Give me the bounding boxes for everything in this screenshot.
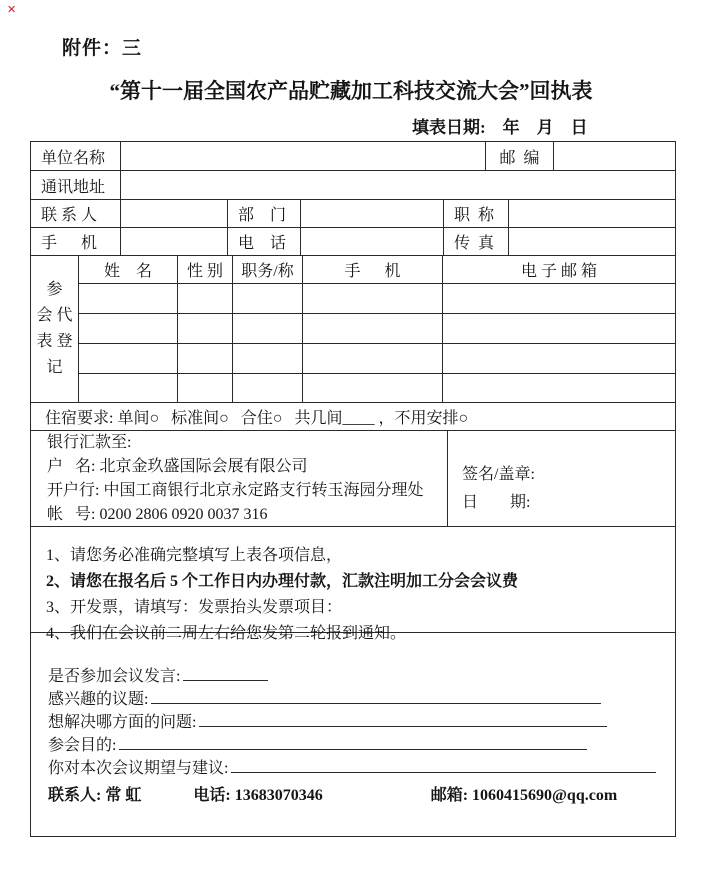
question-topics: 感兴趣的议题: [48, 688, 601, 711]
fill-date-line: 填表日期: 年 月 日 [412, 118, 588, 137]
note-item: 3、开发票，请填写：发票抬头发票项目： [46, 599, 343, 616]
question-problems: 想解决哪方面的问题: [48, 711, 607, 734]
jobtitle-field [509, 200, 675, 228]
reg-header-gender: 性 别 [178, 256, 233, 284]
contact-name: 常 虹 [105, 787, 142, 804]
bank-account-name: 户 名: 北京金玖盛国际会展有限公司 [47, 457, 308, 475]
mobile-label: 手 机 [31, 228, 121, 256]
address-field [121, 171, 675, 200]
postcode-field [554, 142, 675, 171]
postcode-label: 邮 编 [486, 142, 554, 171]
bank-account-number: 帐 号: 0200 2806 0920 0037 316 [47, 505, 268, 523]
question-speak: 是否参加会议发言: [48, 665, 268, 688]
row-notes [31, 527, 675, 642]
blank-line [119, 735, 587, 750]
phone-label: 电 话 [228, 228, 301, 256]
phone-field [301, 228, 444, 256]
blank-line [199, 712, 607, 727]
registration-header-row [79, 256, 675, 284]
row-questions [31, 633, 675, 836]
reg-row [79, 314, 675, 344]
blank-line [151, 689, 601, 704]
question-purpose: 参会目的: [48, 734, 587, 757]
reg-header-position: 职务/称 [233, 256, 303, 284]
reg-row [79, 374, 675, 403]
signature-area [448, 431, 675, 527]
page-title: “第十一届全国农产品贮藏加工科技交流大会”回执表 [109, 79, 593, 103]
jobtitle-label: 职 称 [444, 200, 509, 228]
registration-block [31, 256, 675, 403]
department-label: 部 门 [228, 200, 301, 228]
address-label: 通讯地址 [31, 171, 121, 200]
reg-row [79, 344, 675, 374]
questions-area [31, 633, 675, 836]
row-mobile [31, 228, 675, 256]
reg-row [79, 284, 675, 314]
contact-field [121, 200, 228, 228]
reg-header-mobile: 手 机 [303, 256, 443, 284]
question-expectations: 你对本次会议期望与建议: [48, 757, 656, 780]
reply-form-table [30, 141, 676, 837]
row-unit-name [31, 142, 675, 171]
contact-phone: 13683070346 [234, 787, 323, 804]
signature-label: 签名/盖章: [462, 466, 535, 483]
bank-info [31, 431, 448, 527]
fax-label: 传 真 [444, 228, 509, 256]
row-lodging [31, 403, 675, 431]
unit-name-field [121, 142, 486, 171]
fax-field [509, 228, 675, 256]
row-bank [31, 431, 675, 527]
contact-footer: 联系人: 常 虹 电话: 13683070346 邮箱: 1060415690@qq.com [48, 787, 618, 804]
contact-email: 1060415690@qq.com [472, 787, 618, 804]
note-item: 4、我们在会议前二周左右给您发第二轮报到通知。 [46, 625, 407, 642]
blank-line [231, 758, 656, 773]
unit-name-label: 单位名称 [31, 142, 121, 171]
red-corner-mark: ✕ [7, 4, 17, 16]
blank-line [183, 666, 268, 681]
row-contact [31, 200, 675, 228]
note-item: 2、请您在报名后 5 个工作日内办理付款，汇款注明加工分会会议费 [46, 573, 519, 590]
signature-date-label: 日 期: [462, 494, 531, 511]
contact-label: 联 系 人 [31, 200, 121, 228]
row-address [31, 171, 675, 200]
lodging-options: 住宿要求: 单间○ 标准间○ 合住○ 共几间____ ，不用安排○ [31, 403, 675, 431]
department-field [301, 200, 444, 228]
bank-title: 银行汇款至: [47, 433, 132, 451]
note-item: 1、请您务必准确完整填写上表各项信息， [46, 547, 343, 564]
notes-list [31, 527, 675, 642]
mobile-field [121, 228, 228, 256]
reg-header-name: 姓 名 [79, 256, 178, 284]
reg-header-email: 电 子 邮 箱 [443, 256, 675, 284]
attachment-label: 附件：三 [62, 38, 143, 59]
bank-branch: 开户行: 中国工商银行北京永定路支行转玉海园分理处 [47, 481, 424, 499]
registration-side-label: 参 会 代 表 登 记 [31, 256, 79, 403]
